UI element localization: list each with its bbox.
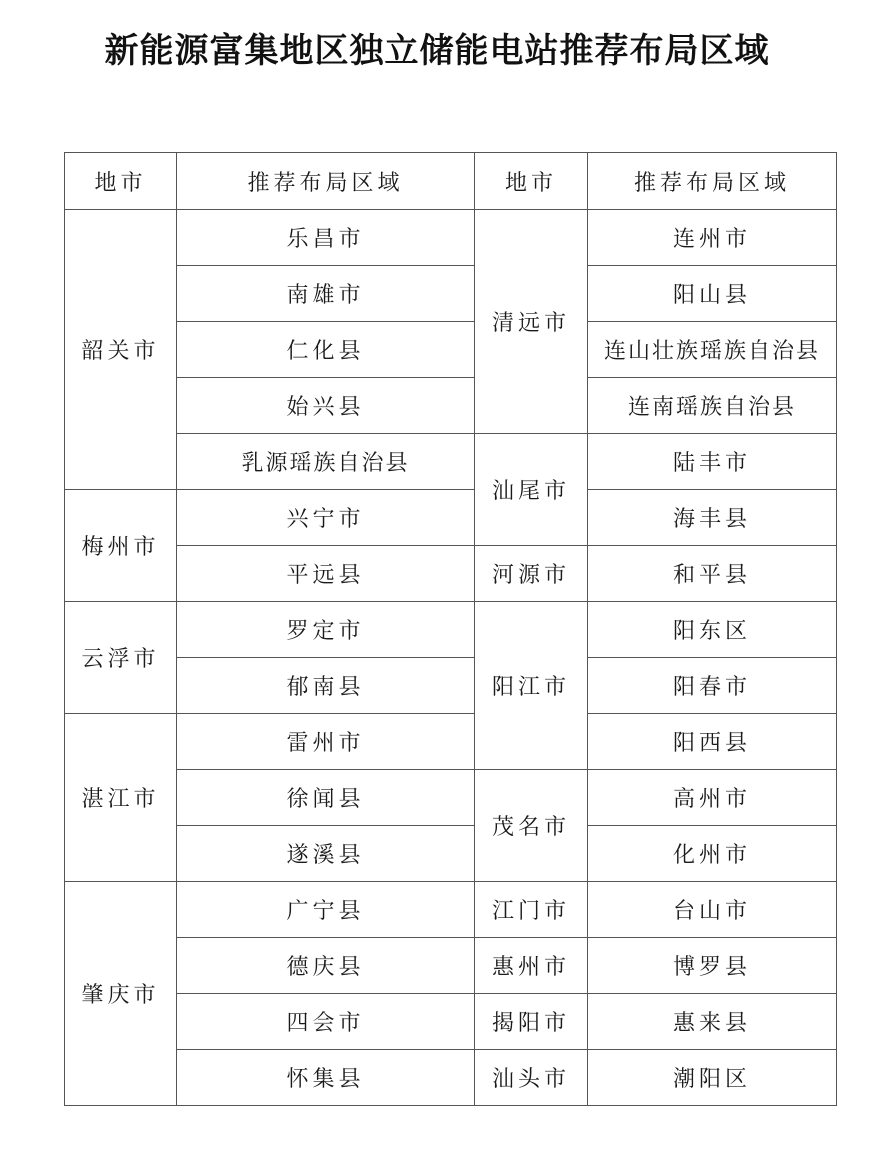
area-cell: 广宁县 [177, 882, 475, 938]
area-cell: 乐昌市 [177, 210, 475, 266]
page-title: 新能源富集地区独立储能电站推荐布局区域 [104, 31, 770, 71]
city-cell: 梅州市 [65, 490, 177, 602]
header-area-left: 推荐布局区域 [177, 153, 475, 210]
header-city-left: 地市 [65, 153, 177, 210]
area-cell: 台山市 [588, 882, 837, 938]
table-row [65, 546, 837, 602]
table-row [65, 1050, 837, 1106]
table-row [65, 210, 837, 266]
city-cell: 阳江市 [475, 602, 588, 770]
table-row [65, 994, 837, 1050]
city-cell: 河源市 [475, 546, 588, 602]
area-cell: 徐闻县 [177, 770, 475, 826]
table-row [65, 322, 837, 378]
area-cell: 德庆县 [177, 938, 475, 994]
area-cell: 乳源瑶族自治县 [177, 434, 475, 490]
city-cell: 揭阳市 [475, 994, 588, 1050]
city-cell: 清远市 [475, 210, 588, 434]
city-cell: 江门市 [475, 882, 588, 938]
area-cell: 始兴县 [177, 378, 475, 434]
area-cell: 兴宁市 [177, 490, 475, 546]
city-cell: 韶关市 [65, 210, 177, 490]
table-row [65, 770, 837, 826]
table-row [65, 938, 837, 994]
table-row [65, 714, 837, 770]
area-cell: 阳春市 [588, 658, 837, 714]
area-cell: 高州市 [588, 770, 837, 826]
area-cell: 遂溪县 [177, 826, 475, 882]
city-cell: 湛江市 [65, 714, 177, 882]
table-row [65, 658, 837, 714]
table-row [65, 434, 837, 490]
table-header-row [65, 153, 837, 210]
area-cell: 阳西县 [588, 714, 837, 770]
area-cell: 四会市 [177, 994, 475, 1050]
table-row [65, 882, 837, 938]
area-cell: 阳山县 [588, 266, 837, 322]
area-cell: 惠来县 [588, 994, 837, 1050]
area-cell: 和平县 [588, 546, 837, 602]
area-cell: 仁化县 [177, 322, 475, 378]
city-cell: 汕头市 [475, 1050, 588, 1106]
city-cell: 茂名市 [475, 770, 588, 882]
area-cell: 博罗县 [588, 938, 837, 994]
area-cell: 陆丰市 [588, 434, 837, 490]
area-cell: 海丰县 [588, 490, 837, 546]
area-cell: 连南瑶族自治县 [588, 378, 837, 434]
region-table [64, 152, 837, 1106]
area-cell: 南雄市 [177, 266, 475, 322]
table-row [65, 826, 837, 882]
table-row [65, 490, 837, 546]
area-cell: 连山壮族瑶族自治县 [588, 322, 837, 378]
city-cell: 云浮市 [65, 602, 177, 714]
table-row [65, 602, 837, 658]
area-cell: 雷州市 [177, 714, 475, 770]
area-cell: 平远县 [177, 546, 475, 602]
table-row [65, 378, 837, 434]
area-cell: 化州市 [588, 826, 837, 882]
header-city-right: 地市 [475, 153, 588, 210]
header-area-right: 推荐布局区域 [588, 153, 837, 210]
city-cell: 肇庆市 [65, 882, 177, 1106]
area-cell: 罗定市 [177, 602, 475, 658]
area-cell: 怀集县 [177, 1050, 475, 1106]
area-cell: 潮阳区 [588, 1050, 837, 1106]
table-row [65, 266, 837, 322]
city-cell: 汕尾市 [475, 434, 588, 546]
area-cell: 连州市 [588, 210, 837, 266]
city-cell: 惠州市 [475, 938, 588, 994]
area-cell: 郁南县 [177, 658, 475, 714]
area-cell: 阳东区 [588, 602, 837, 658]
